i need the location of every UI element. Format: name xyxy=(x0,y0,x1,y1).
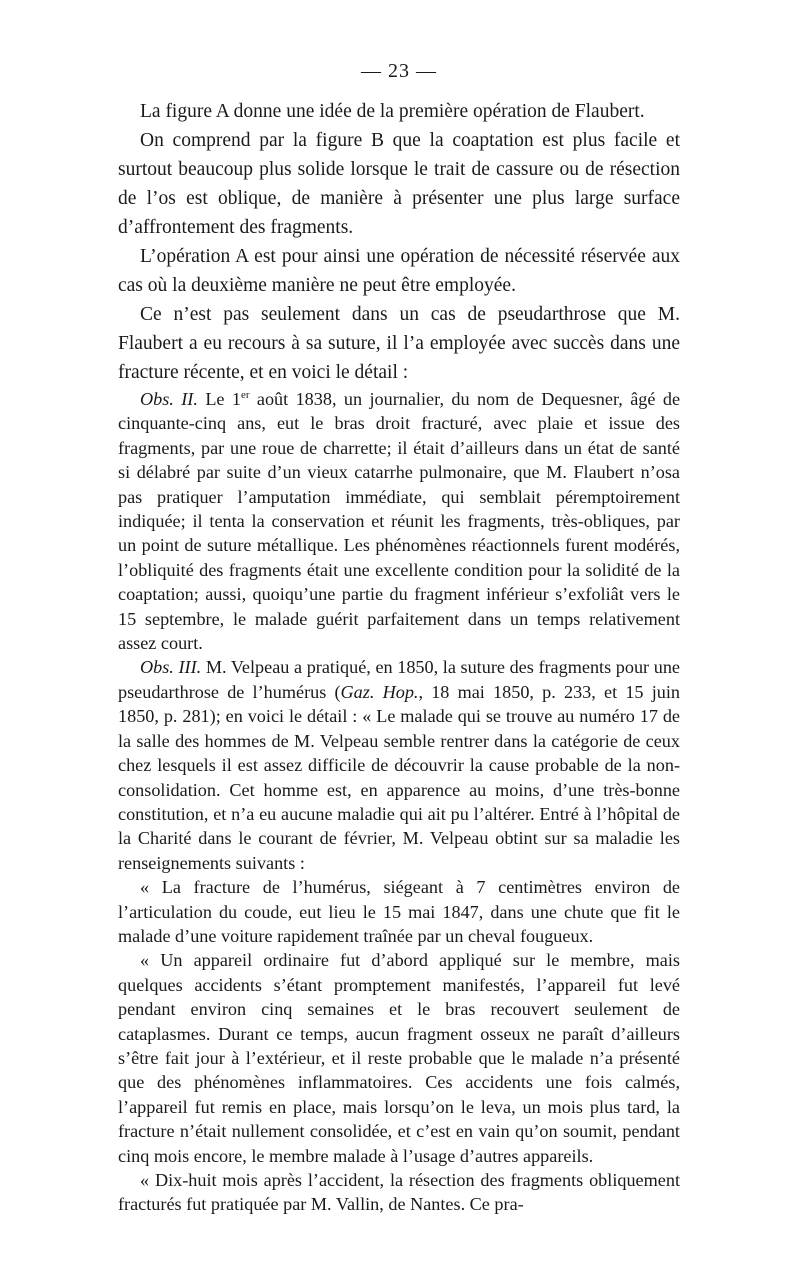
paragraph-figure-b: On comprend par la figure B que la coaptation est plus facile et surtout beaucoup plus solide lorsque le trait de cassure ou de résection de l’os est oblique, de manière à présenter une plus large surface d’affrontement des fragments. xyxy=(118,130,680,238)
observation-3-label: Obs. III. xyxy=(140,657,202,678)
observation-2-label: Obs. II. xyxy=(140,389,198,409)
observation-3-text-a: M. Velpeau a pratiqué, en 1850, la suture des fragments pour une pseudarthrose de l’humérus ( xyxy=(118,657,680,702)
observation-3-text-b: , 18 mai 1850, p. 233, et 15 juin 1850, p. 281); en voici le détail : « Le malade qui se trouve au numéro 17 de la salle des hommes de M. Velpeau semble rentrer dans la catégorie de ceux chez lesquels il est assez difficile de découvrir la cause probable de la non-consolidation. Cet homme est, en apparence au moins, d’une très-bonne constitution, et n’a eu aucune maladie qui ait pu l’altérer. Entré à l’hôpital de la Charité dans le courant de février, M. Velpeau obtint sur sa maladie les renseignements suivants : xyxy=(118,681,680,873)
paragraph-operation-a: L’opération A est pour ainsi une opération de nécessité réservée aux cas où la deuxième manière ne peut être employée. xyxy=(118,246,680,296)
quote-appareil: « Un appareil ordinaire fut d’abord appliqué sur le membre, mais quelques accidents s’étant promptement manifestés, l’appareil fut levé pendant environ cinq semaines et le bras recouvert seulement de cataplasmes. Durant ce temps, aucun fragment osseux ne paraît d’ailleurs s’être fait jour à l’extérieur, et il reste probable que le malade n’a présenté que des phénomènes inflammatoires. Ces accidents une fois calmés, l’appareil fut remis en place, mais lorsqu’on le leva, un mois plus tard, la fracture n’était nullement consolidée, et c’est en vain qu’on soumit, pendant cinq mois encore, le membre malade à l’usage d’autres appareils. xyxy=(118,950,680,1166)
observation-3 xyxy=(118,655,680,875)
quote-resection: « Dix-huit mois après l’accident, la résection des fragments obliquement fracturés fut pratiquée par M. Vallin, de Nantes. Ce pra- xyxy=(118,1170,680,1215)
paragraph-recent-fracture: Ce n’est pas seulement dans un cas de pseudarthrose que M. Flaubert a eu recours à sa suture, il l’a employée avec succès dans une fracture récente, et en voici le détail : xyxy=(118,304,680,383)
observation-2 xyxy=(118,387,680,655)
observation-2-date: Le 1 xyxy=(205,389,241,409)
quote-fracture: « La fracture de l’humérus, siégeant à 7 centimètres environ de l’articulation du coude, eut lieu le 15 mai 1847, dans une chute que fit le malade d’une voiture rapidement traînée par un cheval fougueux. xyxy=(118,877,680,946)
observation-2-date-sup: er xyxy=(240,388,250,401)
observation-3-journal: Gaz. Hop. xyxy=(340,681,419,702)
page-number: — 23 — xyxy=(361,60,437,82)
paragraph-figure-a: La figure A donne une idée de la première opération de Flaubert. xyxy=(140,101,645,122)
document-page xyxy=(118,60,680,1217)
observation-2-text: août 1838, un journalier, du nom de Dequesner, âgé de cinquante-cinq ans, eut le bras droit fracturé, avec plaie et issue des fragments, par une roue de charrette; il était d’ailleurs dans un état de santé si délabré par suite d’un vieux catarrhe pulmonaire, que M. Flaubert n’osa pas pratiquer l’amputation immédiate, qui semblait péremptoirement indiquée; il tenta la conservation et réunit les fragments, très-obliques, par un point de suture métallique. Les phénomènes réactionnels furent modérés, l’obliquité des fragments était une excellente condition pour la solidité de la coaptation; aussi, quoiqu’une partie du fragment inférieur s’exfoliât vers le 15 septembre, le malade guérit parfaitement dans un temps relativement assez court. xyxy=(118,389,681,654)
